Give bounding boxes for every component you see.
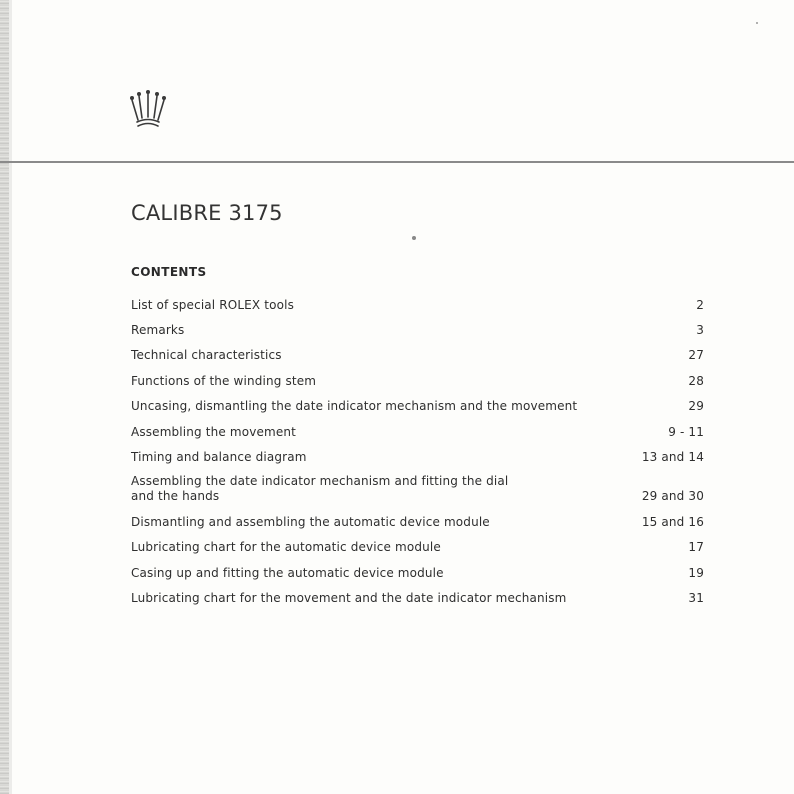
toc-entry-label: Assembling the movement — [131, 425, 296, 439]
toc-entry-page: 29 and 30 — [641, 489, 704, 503]
toc-entry — [131, 515, 704, 530]
toc-entry — [131, 399, 704, 414]
toc-entry — [131, 323, 704, 338]
toc-entry-label: Timing and balance diagram — [131, 450, 307, 464]
page-title: CALIBRE 3175 — [131, 201, 283, 225]
toc-entry — [131, 591, 704, 606]
toc-entry-page: 2 — [696, 298, 704, 312]
toc-entry — [131, 566, 704, 581]
toc-entry-label: Uncasing, dismantling the date indicator mechanism and the movement — [131, 399, 578, 413]
toc-entry-label: Lubricating chart for the movement and the date indicator mechanism — [131, 591, 567, 605]
toc-entry-page: 27 — [688, 348, 704, 362]
page-edge — [0, 0, 9, 794]
page-edge-highlight — [9, 0, 12, 794]
toc-entry — [131, 374, 704, 389]
print-speck — [412, 236, 416, 240]
toc-entry — [131, 298, 704, 313]
toc-entry — [131, 450, 704, 465]
toc-entry-page: 3 — [696, 323, 704, 337]
toc-entry-label: Dismantling and assembling the automatic device module — [131, 515, 490, 529]
print-speck — [756, 22, 758, 24]
toc-entry-label: Technical characteristics — [131, 348, 282, 362]
toc-entry-page: 13 and 14 — [641, 450, 704, 464]
toc-entry — [131, 348, 704, 363]
toc-entry-label: Functions of the winding stem — [131, 374, 317, 388]
toc-entry — [131, 474, 704, 504]
toc-entry-label: Casing up and fitting the automatic device module — [131, 566, 444, 580]
toc-entry-page: 29 — [688, 399, 704, 413]
toc-entry-page: 31 — [688, 591, 704, 605]
crown-icon — [126, 86, 170, 132]
toc-entry-label: List of special ROLEX tools — [131, 298, 294, 312]
toc-entry-label: Remarks — [131, 323, 185, 337]
toc-entry-label: Assembling the date indicator mechanism and fitting the dial and the hands — [131, 474, 509, 503]
toc-entry-page: 15 and 16 — [641, 515, 704, 529]
horizontal-rule — [0, 161, 794, 163]
toc-entry-page: 28 — [688, 374, 704, 388]
toc-entry-page: 19 — [688, 566, 704, 580]
contents-heading: CONTENTS — [131, 265, 207, 279]
toc-entry-page: 9 - 11 — [668, 425, 704, 439]
toc-entry-page: 17 — [688, 540, 704, 554]
toc-entry — [131, 425, 704, 440]
toc-entry — [131, 540, 704, 555]
toc-entry-label: Lubricating chart for the automatic device module — [131, 540, 441, 554]
